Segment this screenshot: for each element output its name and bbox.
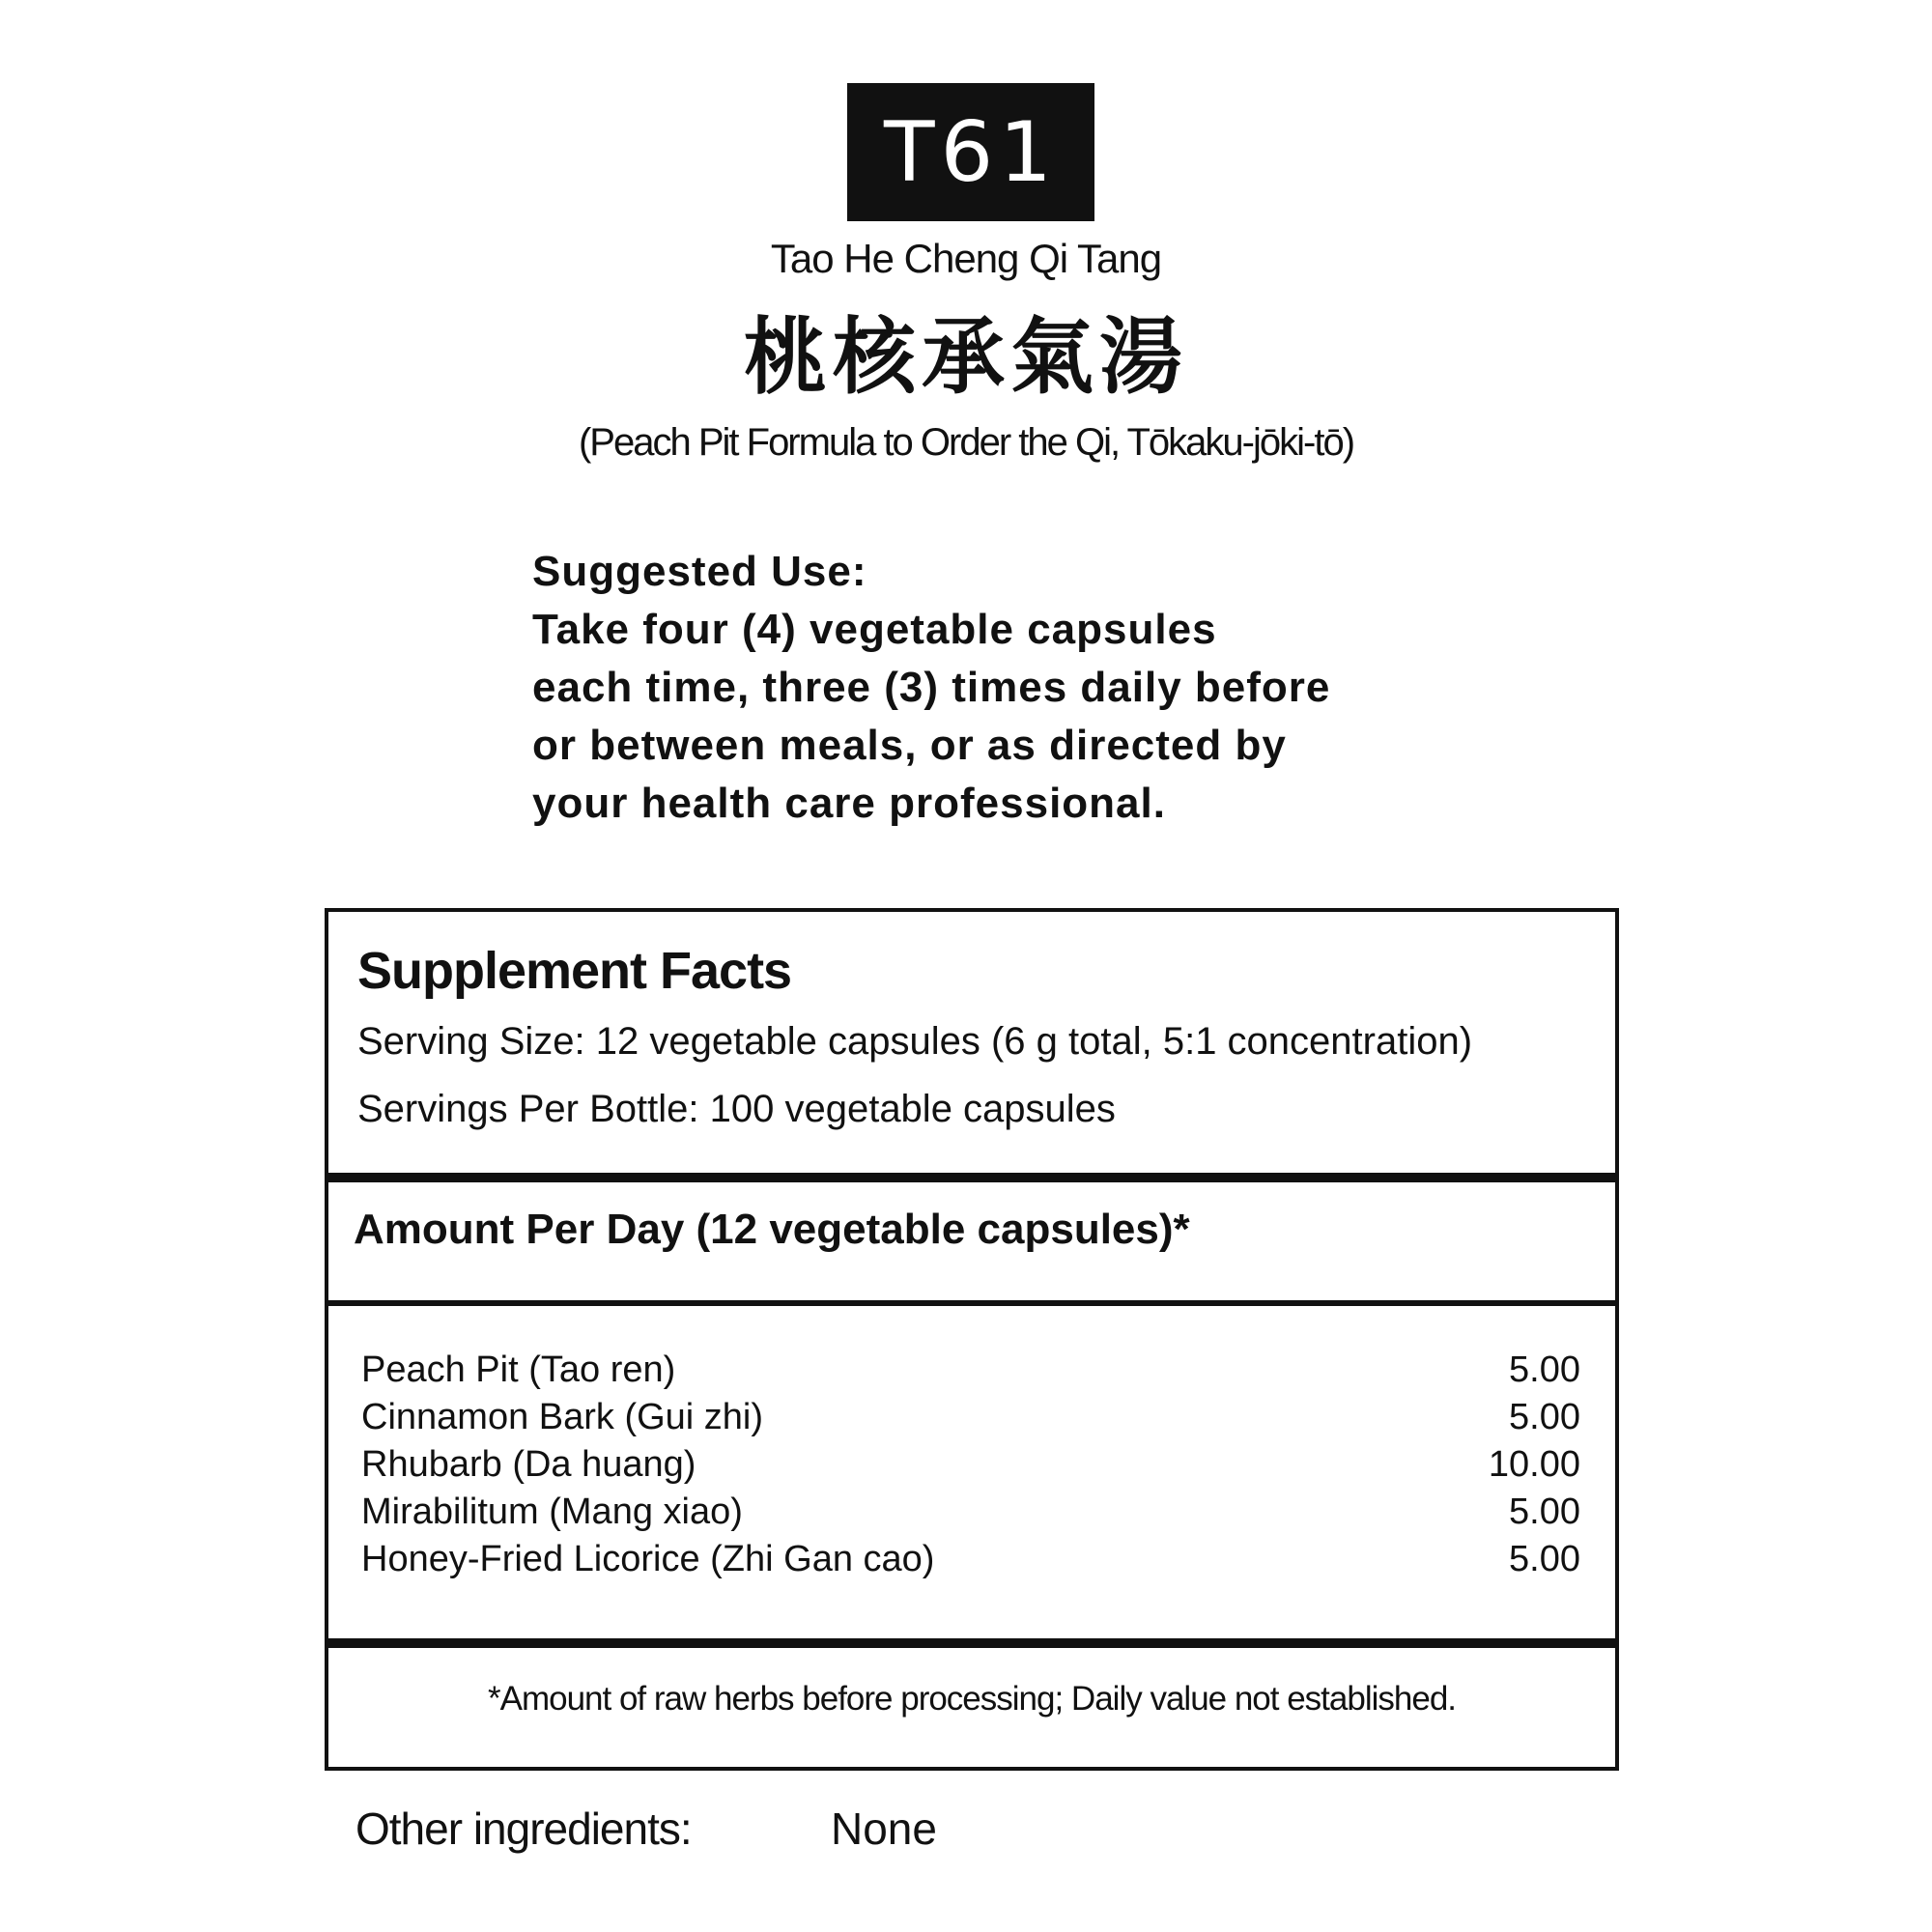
servings-per-bottle: Servings Per Bottle: 100 vegetable capsules (357, 1088, 1116, 1130)
ingredient-row (361, 1536, 1580, 1583)
english-name: (Peach Pit Formula to Order the Qi, Tōkaku-jōki-tō) (578, 421, 1354, 464)
other-ingredients-label: Other ingredients: (355, 1804, 692, 1854)
serving-size: Serving Size: 12 vegetable capsules (6 g total, 5:1 concentration) (357, 1020, 1473, 1063)
suggested-use-line: or between meals, or as directed by (532, 722, 1287, 769)
divider (328, 1300, 1615, 1306)
ingredient-row (361, 1394, 1580, 1441)
ingredient-row (361, 1441, 1580, 1489)
ingredient-name: Peach Pit (Tao ren) (361, 1350, 676, 1390)
suggested-use (532, 543, 1330, 833)
supplement-facts-title: Supplement Facts (357, 942, 792, 1000)
footnote: *Amount of raw herbs before processing; Daily value not established. (487, 1680, 1457, 1718)
ingredient-amount: 5.00 (1509, 1397, 1580, 1437)
pinyin-name: Tao He Cheng Qi Tang (770, 236, 1162, 281)
suggested-use-line: each time, three (3) times daily before (532, 664, 1331, 711)
ingredient-amount: 10.00 (1488, 1444, 1580, 1485)
product-code: T61 (884, 103, 1058, 201)
ingredient-name: Mirabilitum (Mang xiao) (361, 1492, 743, 1532)
supplement-facts-panel (325, 908, 1619, 1771)
ingredient-name: Honey-Fried Licorice (Zhi Gan cao) (361, 1539, 935, 1579)
product-code-badge (847, 83, 1094, 221)
chinese-name: 桃核承氣湯 (744, 308, 1188, 406)
ingredient-list (361, 1347, 1580, 1583)
ingredient-row (361, 1347, 1580, 1394)
ingredient-name: Cinnamon Bark (Gui zhi) (361, 1397, 764, 1437)
divider-thick (328, 1173, 1615, 1182)
ingredient-row (361, 1489, 1580, 1536)
divider-thick (328, 1638, 1615, 1648)
amount-per-day-header: Amount Per Day (12 vegetable capsules)* (354, 1206, 1190, 1253)
ingredient-amount: 5.00 (1509, 1492, 1580, 1532)
ingredient-amount: 5.00 (1509, 1350, 1580, 1390)
suggested-use-heading: Suggested Use: (532, 548, 867, 595)
other-ingredients-value: None (831, 1804, 937, 1854)
ingredient-amount: 5.00 (1509, 1539, 1580, 1579)
ingredient-name: Rhubarb (Da huang) (361, 1444, 696, 1485)
suggested-use-line: your health care professional. (532, 780, 1166, 827)
suggested-use-line: Take four (4) vegetable capsules (532, 606, 1217, 653)
